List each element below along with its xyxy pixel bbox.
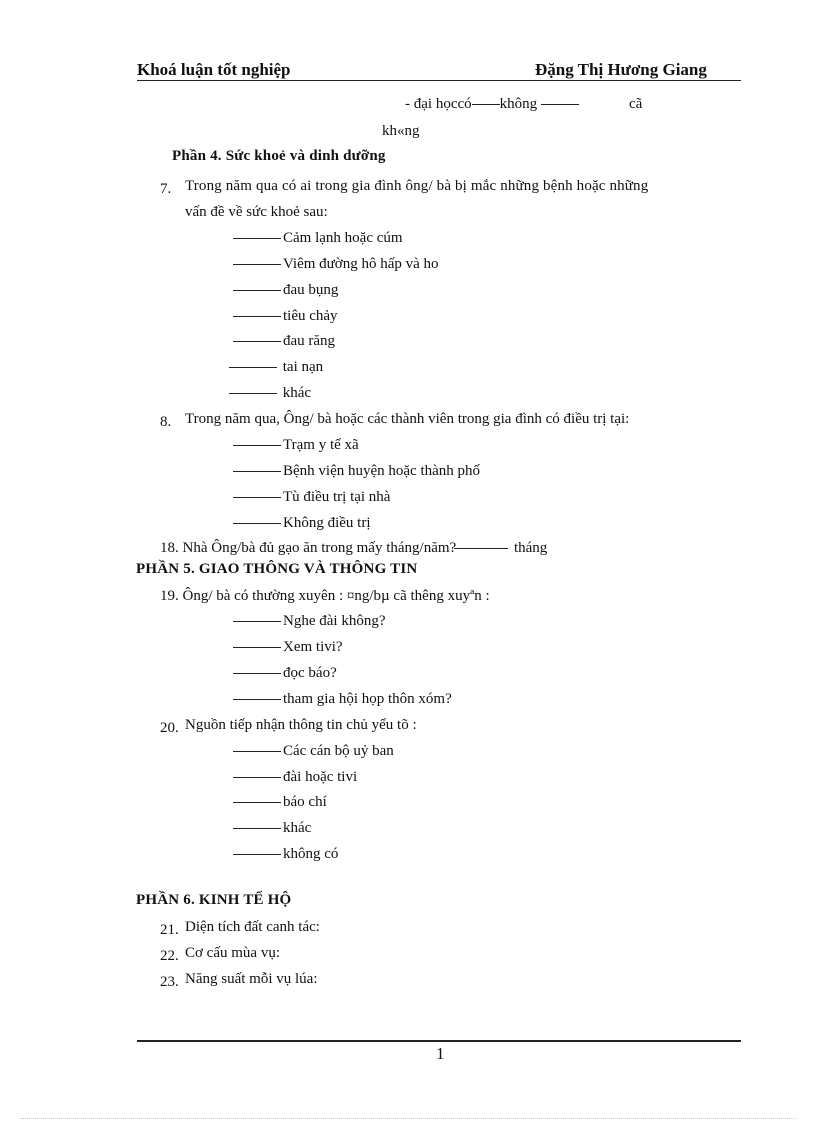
blank-line <box>233 828 281 829</box>
q7-option <box>233 230 403 247</box>
blank-line <box>233 751 281 752</box>
q18-unit: tháng <box>513 540 548 556</box>
q7-option <box>233 282 338 299</box>
top-line <box>405 96 581 113</box>
blank-line <box>229 393 277 394</box>
option-label: khác <box>282 385 312 401</box>
q7-line2: vấn đề về sức khoẻ sau: <box>185 204 328 220</box>
q8-option <box>233 437 359 454</box>
q7-option <box>233 256 439 273</box>
option-label: Bệnh viện huyện hoặc thành phố <box>283 463 481 479</box>
top-line-cont: kh«ng <box>382 123 420 139</box>
q19-option <box>233 665 337 682</box>
q20-option <box>233 743 394 760</box>
q23-text: Năng suất mỗi vụ lúa: <box>185 971 318 987</box>
option-label: đọc báo? <box>283 665 337 681</box>
q19-option <box>233 691 452 708</box>
blank-line <box>233 621 281 622</box>
blank-line <box>233 647 281 648</box>
q7-option <box>229 385 311 402</box>
blank-line <box>233 316 281 317</box>
q20-option <box>233 769 357 786</box>
blank-line <box>233 673 281 674</box>
option-label: Trạm y tế xã <box>283 437 359 453</box>
option-label: không có <box>283 846 339 862</box>
q8-number: 8. <box>160 414 172 430</box>
blank-line <box>541 104 579 105</box>
top-line-text1: - đại học <box>405 96 458 112</box>
blank-line <box>233 290 281 291</box>
blank-line <box>233 471 281 472</box>
q21-text: Diện tích đất canh tác: <box>185 919 320 935</box>
q20-text: Nguồn tiếp nhận thông tin chủ yếu tõ : <box>185 717 417 733</box>
option-label: tai nạn <box>282 359 324 375</box>
blank-line <box>233 264 281 265</box>
option-label: khác <box>283 820 312 836</box>
q20-number: 20. <box>160 720 179 736</box>
q18-text: 18. Nhà Ông/bà đủ gạo ăn trong mấy tháng/năm? <box>160 540 457 556</box>
header-left: Khoá luận tốt nghiệp <box>137 60 291 79</box>
q22-text: Cơ cấu mùa vụ: <box>185 945 280 961</box>
option-label: tiêu chảy <box>283 308 338 324</box>
blank-line <box>233 523 281 524</box>
q22-number: 22. <box>160 948 179 964</box>
part5-title: PHẦN 5. GIAO THÔNG VÀ THÔNG TIN <box>136 561 418 577</box>
blank-line <box>233 777 281 778</box>
option-label: Xem tivi? <box>283 639 343 655</box>
q8-option <box>233 463 480 480</box>
option-label: Tù điều trị tại nhà <box>283 489 391 505</box>
q20-option <box>233 846 338 863</box>
q7-option <box>233 308 338 325</box>
q19-option <box>233 639 343 656</box>
q7-option <box>229 359 323 376</box>
q20-option <box>233 794 327 811</box>
option-label: Các cán bộ uỷ ban <box>283 743 394 759</box>
option-label: Nghe đài không? <box>283 613 386 629</box>
option-label: Không điều trị <box>283 515 371 531</box>
option-label: đài hoặc tivi <box>283 769 358 785</box>
blank-line <box>233 497 281 498</box>
footer-rule <box>137 1040 741 1042</box>
blank-line <box>233 341 281 342</box>
top-line-text4: cã <box>629 96 643 112</box>
q19-text: 19. Ông/ bà có thường xuyên : ¤ng/bµ cã thêng xuyªn : <box>160 588 490 604</box>
blank-line <box>233 238 281 239</box>
blank-line <box>233 445 281 446</box>
q7-number: 7. <box>160 181 172 197</box>
q8-line1: Trong năm qua, Ông/ bà hoặc các thành viên trong gia đình có điều trị tại: <box>185 411 630 427</box>
q21-number: 21. <box>160 922 179 938</box>
top-line-text3: không <box>499 96 538 112</box>
page-edge <box>20 1118 796 1119</box>
option-label: Cảm lạnh hoặc cúm <box>283 230 403 246</box>
option-label: Viêm đường hô hấp và ho <box>283 256 439 272</box>
header-right: Đặng Thị Hương Giang <box>535 60 707 79</box>
option-label: báo chí <box>283 794 327 810</box>
q23-number: 23. <box>160 974 179 990</box>
q8-option <box>233 515 371 532</box>
page-number: 1 <box>436 1044 445 1063</box>
header-rule <box>137 80 741 81</box>
part6-title: PHẦN 6. KINH TẾ HỘ <box>136 892 292 908</box>
option-label: tham gia hội họp thôn xóm? <box>283 691 452 707</box>
q7-option <box>233 333 335 350</box>
part4-title: Phần 4. Sức khoẻ và dinh dưỡng <box>172 148 386 164</box>
blank-line <box>233 802 281 803</box>
blank-line <box>454 548 508 549</box>
q18 <box>160 540 547 557</box>
option-label: đau bụng <box>283 282 339 298</box>
top-line-text2: có <box>457 96 472 112</box>
q8-option <box>233 489 390 506</box>
blank-line <box>472 104 500 105</box>
blank-line <box>233 854 281 855</box>
blank-line <box>229 367 277 368</box>
q19-option <box>233 613 385 630</box>
option-label: đau răng <box>283 333 336 349</box>
q20-option <box>233 820 311 837</box>
q7-line1: Trong năm qua có ai trong gia đình ông/ bà bị mắc những bệnh hoặc những <box>185 178 649 194</box>
blank-line <box>233 699 281 700</box>
